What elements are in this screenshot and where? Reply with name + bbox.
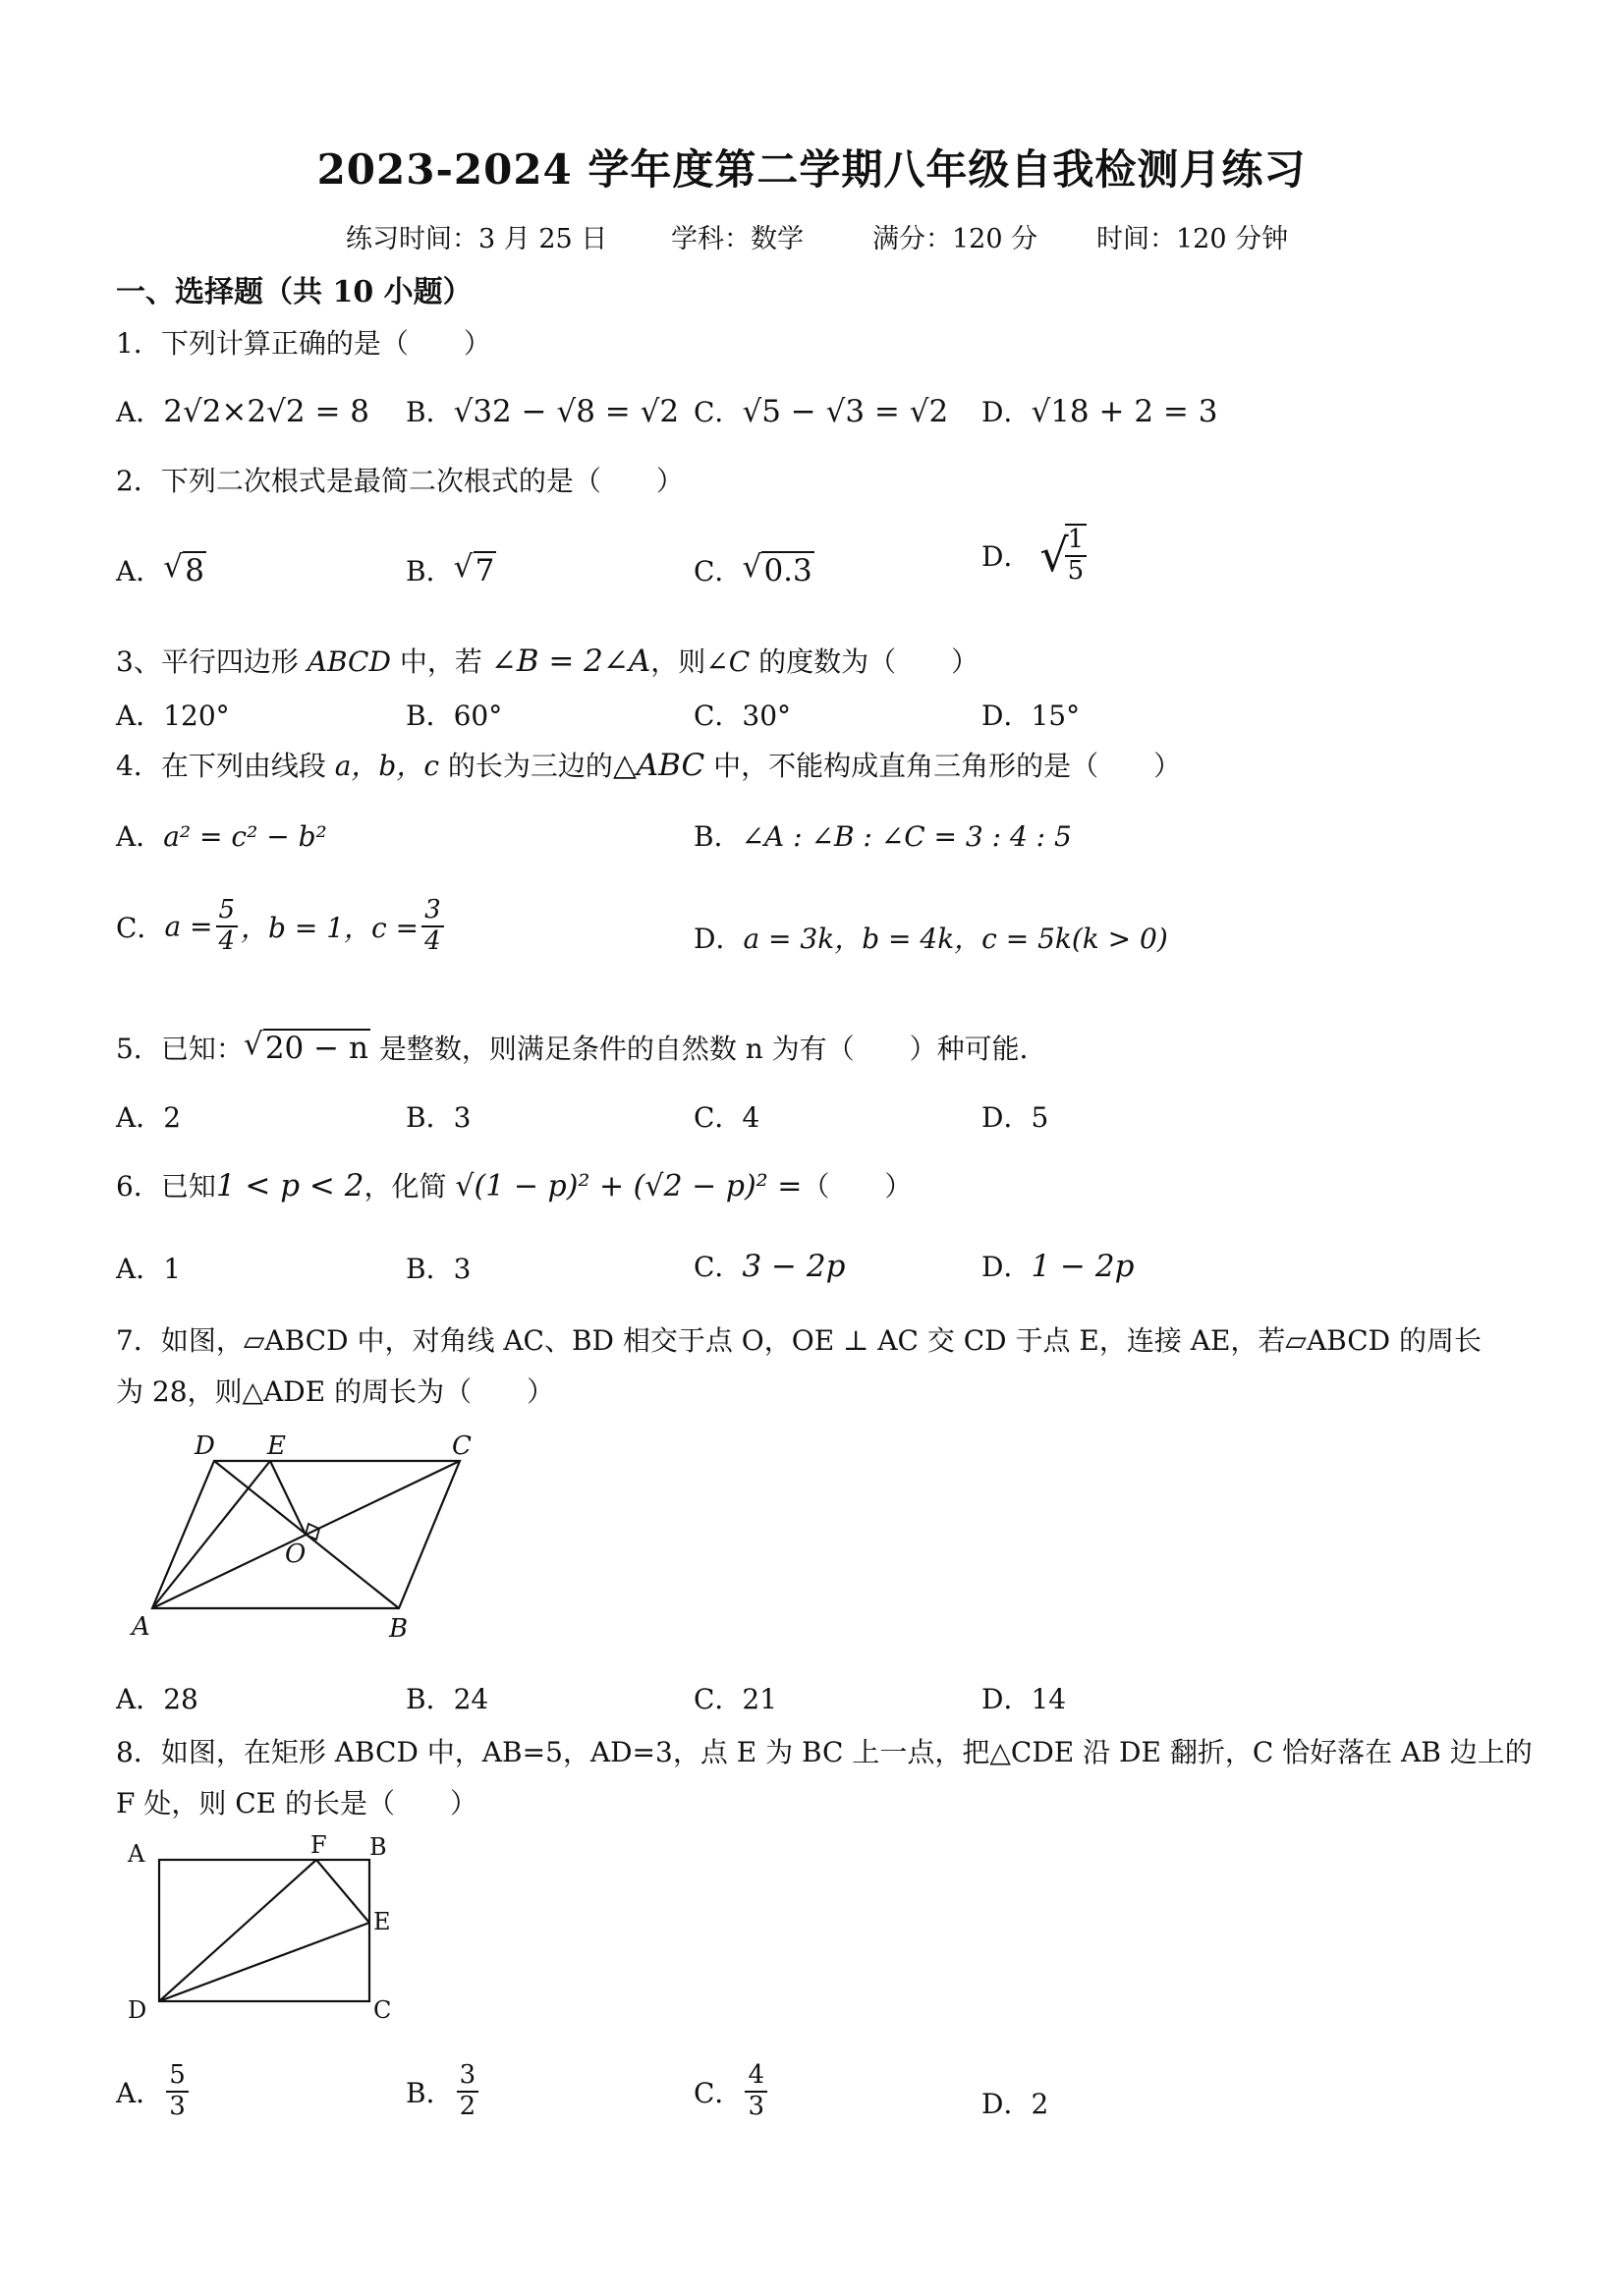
q2-option-b-radicand: 7 [475, 553, 495, 588]
exam-date: 练习时间：3 月 25 日 [346, 224, 608, 254]
exam-subject: 学科：数学 [671, 224, 804, 254]
sqrt-sign: √ [1039, 528, 1069, 582]
segment-oe [270, 1461, 306, 1535]
q2-option-c-radicand: 0.3 [763, 553, 812, 588]
label-f: F [310, 1831, 327, 1859]
q7-option-c: C．21 [694, 1683, 778, 1715]
q2-option-d-fraction: $\frac{1}{5}$ [1065, 524, 1088, 587]
label-b: B [369, 1833, 387, 1861]
question-2-stem: 2．下列二次根式是最简二次根式的是（ ） [116, 465, 684, 497]
q6-option-c: C．3 − 2p [694, 1249, 846, 1284]
label-a: A [128, 1840, 145, 1868]
q4-option-c: C．a = $\frac{5}{4}$ ，b = 1，c = $\frac{3}{4}$ [116, 896, 447, 957]
segment-ae [152, 1461, 270, 1608]
q8-option-c: C． $\frac{4}{3}$ [694, 2061, 770, 2122]
q4-option-b-expr: ∠A : ∠B : ∠C = 3 : 4 : 5 [741, 820, 1072, 853]
question-7-line2: 为 28，则△ADE 的周长为（ ） [116, 1375, 555, 1408]
rectangle-abcd [159, 1860, 369, 2001]
q7-option-a: A．28 [116, 1683, 198, 1715]
question-7-line1: 7．如图，▱ABCD 中，对角线 AC、BD 相交于点 O，OE ⊥ AC 交 CD 于点 E，连接 AE，若▱ABCD 的周长 [116, 1324, 1483, 1357]
q2-option-c: C．√ 0.3 [694, 550, 814, 589]
page-title: 2023-2024 学年度第二学期八年级自我检测月练习 [316, 145, 1307, 194]
q6-option-a: A．1 [116, 1253, 182, 1285]
q8-rectangle-figure [118, 1827, 413, 2024]
q7-option-d: D．14 [981, 1683, 1067, 1715]
q1-option-d-expr: √18 + 2 = 3 [1031, 394, 1218, 429]
question-5-stem: 5．已知：√ 20 − n 是整数，则满足条件的自然数 n 为有（ ）种可能． [116, 1028, 1047, 1067]
q3-option-c: C．30° [694, 700, 792, 732]
q7-option-b: B．24 [406, 1683, 489, 1715]
q3-option-a: A．120° [116, 700, 230, 732]
q2-option-b: B．√ 7 [406, 550, 496, 589]
q6-option-d: D．1 − 2p [981, 1249, 1135, 1284]
q4-option-a: A．a² = c² − b² [116, 820, 327, 853]
label-c: C [373, 1996, 392, 2024]
question-4-stem: 4．在下列由线段 a，b，c 的长为三边的△ABC 中，不能构成直角三角形的是（ ） [116, 748, 1182, 783]
q8-option-d: D．2 [981, 2088, 1049, 2120]
label-d: D [195, 1431, 215, 1461]
segment-fe [316, 1860, 369, 1923]
q3-option-d: D．15° [981, 700, 1081, 732]
q2-option-d: D． √ $\frac{1}{5}$ [981, 524, 1090, 587]
q8-option-a: A． $\frac{5}{3}$ [116, 2061, 192, 2122]
question-3-stem: 3、平行四边形 ABCD 中，若 ∠B = 2∠A，则∠C 的度数为（ ） [116, 644, 979, 679]
q4-option-a-expr: a² = c² − b² [163, 820, 327, 853]
question-1-stem: 1．下列计算正确的是（ ） [116, 327, 491, 360]
label-e: E [373, 1908, 391, 1935]
q5-option-d: D．5 [981, 1101, 1049, 1134]
q2-option-a: A．√ 8 [116, 550, 206, 589]
segment-de [159, 1923, 369, 2001]
q1-option-b: B．√32 − √8 = √2 [406, 394, 680, 429]
question-6-stem: 6．已知1 < p < 2，化简 √(1 − p)² + (√2 − p)² =（ ） [116, 1168, 913, 1204]
label-a: A [132, 1612, 150, 1642]
label-c: C [452, 1431, 472, 1461]
q4-option-b: B．∠A : ∠B : ∠C = 3 : 4 : 5 [694, 820, 1072, 853]
q4-option-d: D．a = 3k，b = 4k，c = 5k(k > 0) [694, 923, 1168, 955]
exam-duration: 时间：120 分钟 [1096, 224, 1289, 254]
q5-option-c: C．4 [694, 1101, 760, 1134]
q1-option-d: D．√18 + 2 = 3 [981, 394, 1218, 429]
label-e: E [267, 1431, 286, 1461]
q4-option-d-expr: a = 3k，b = 4k，c = 5k(k > 0) [743, 923, 1168, 955]
q6-option-b: B．3 [406, 1253, 472, 1285]
q7-parallelogram-figure [128, 1427, 481, 1652]
segment-df [159, 1860, 316, 2001]
exam-full-score: 满分：120 分 [872, 224, 1038, 254]
question-8-line2: F 处，则 CE 的长是（ ） [116, 1787, 477, 1820]
q8-option-b: B． $\frac{3}{2}$ [406, 2061, 481, 2122]
section-title: 一、选择题（共 10 小题） [116, 275, 473, 309]
label-o: O [285, 1540, 307, 1569]
q1-option-b-expr: √32 − √8 = √2 [453, 394, 680, 429]
q1-option-c: C．√5 − √3 = √2 [694, 394, 949, 429]
q5-option-b: B．3 [406, 1101, 472, 1134]
q1-option-a: A．2√2×2√2 = 8 [116, 394, 370, 429]
label-d: D [128, 1996, 147, 2024]
q1-option-a-expr: 2√2×2√2 = 8 [163, 394, 370, 429]
q5-option-a: A．2 [116, 1101, 182, 1134]
q3-option-b: B．60° [406, 700, 503, 732]
question-8-line1: 8．如图，在矩形 ABCD 中，AB=5，AD=3，点 E 为 BC 上一点，把△CDE 沿 DE 翻折，C 恰好落在 AB 边上的 [116, 1736, 1533, 1768]
label-b: B [389, 1614, 409, 1644]
q1-option-c-expr: √5 − √3 = √2 [742, 394, 949, 429]
q2-option-a-radicand: 8 [185, 553, 204, 588]
